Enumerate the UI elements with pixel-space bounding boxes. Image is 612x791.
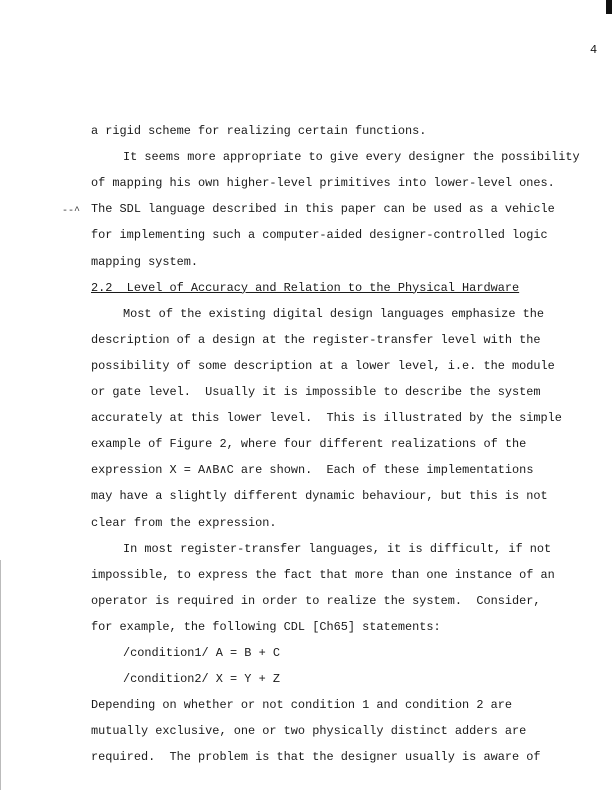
text-line: clear from the expression. — [91, 515, 277, 530]
section-heading: 2.2 Level of Accuracy and Relation to the Physical Hardware — [91, 280, 520, 295]
text-line: Most of the existing digital design languages emphasize the — [123, 306, 544, 321]
text-line: /condition2/ X = Y + Z — [123, 672, 280, 687]
page-number: 4 — [590, 43, 598, 57]
text-line: Depending on whether or not condition 1 and condition 2 are — [91, 698, 512, 713]
text-line: for implementing such a computer-aided designer-controlled logic — [91, 228, 548, 243]
text-line: may have a slightly different dynamic behaviour, but this is not — [91, 489, 548, 504]
text-line: for example, the following CDL [Ch65] statements: — [91, 619, 441, 634]
margin-mark: --^ — [62, 206, 81, 217]
text-line: mutually exclusive, one or two physically distinct adders are — [91, 724, 527, 739]
text-line: expression X = A∧B∧C are shown. Each of these implementations — [91, 463, 534, 478]
scan-edge-mark — [606, 0, 612, 14]
text-line: accurately at this lower level. This is illustrated by the simple — [91, 411, 562, 426]
text-line: example of Figure 2, where four different realizations of the — [91, 437, 527, 452]
text-line: or gate level. Usually it is impossible to describe the system — [91, 385, 541, 399]
text-line: mapping system. — [91, 254, 199, 269]
text-line: The SDL language described in this paper can be used as a vehicle — [91, 202, 555, 217]
text-line: a rigid scheme for realizing certain functions. — [91, 124, 427, 138]
scan-border — [0, 560, 1, 790]
text-line: possibility of some description at a lower level, i.e. the module — [91, 358, 555, 373]
text-line: It seems more appropriate to give every designer the possibility — [123, 150, 580, 165]
text-line: required. The problem is that the designer usually is aware of — [91, 750, 541, 765]
text-line: In most register-transfer languages, it is difficult, if not — [123, 541, 552, 556]
text-line: impossible, to express the fact that more than one instance of an — [91, 567, 555, 582]
text-line: description of a design at the register-transfer level with the — [91, 332, 541, 347]
text-line: /condition1/ A = B + C — [123, 646, 280, 660]
text-line: of mapping his own higher-level primitives into lower-level ones. — [91, 176, 555, 191]
text-line: operator is required in order to realize the system. Consider, — [91, 593, 541, 608]
